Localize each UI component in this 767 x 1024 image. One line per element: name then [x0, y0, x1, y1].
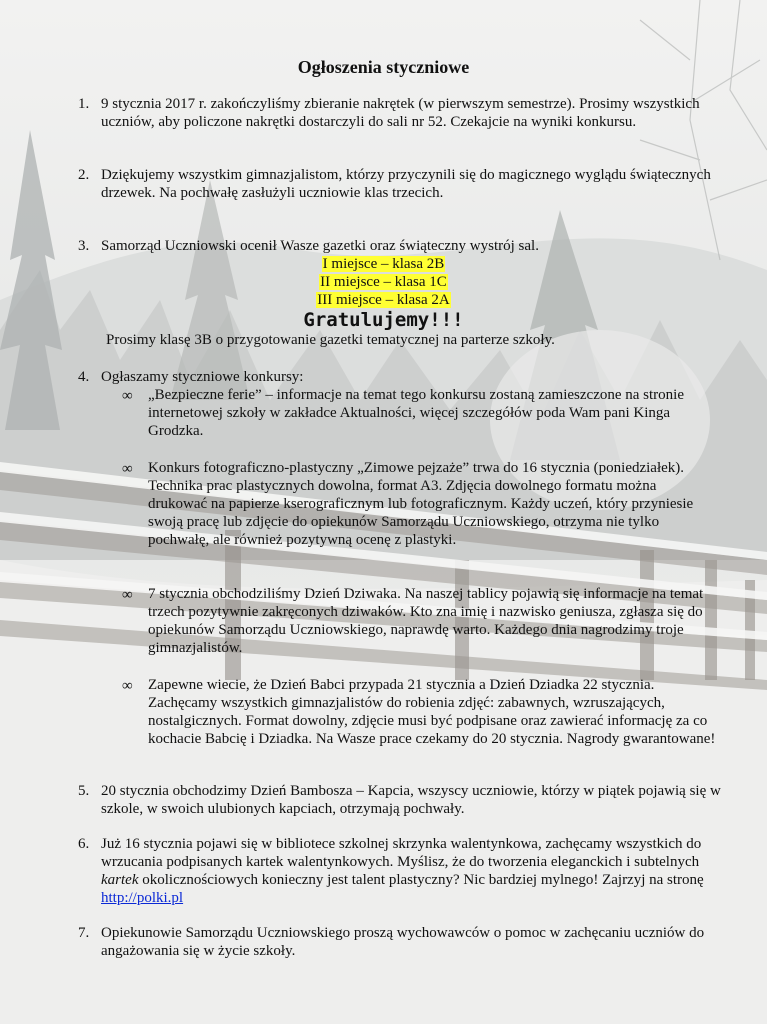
congratulations-text: Gratulujemy!!!: [303, 309, 464, 331]
item-number-6: 6.: [78, 836, 90, 852]
contest-safe-holidays: „Bezpieczne ferie” – informacje na temat tego konkursu zostaną zamieszczone na stronie internetowej szkoły w zakładce Aktualności, więcej szczegółów poda Wam pani Kinga Grodzka.: [148, 387, 684, 439]
announcement-6-text-b: okolicznościowych konieczny jest talent plastyczny? Nic bardziej mylnego! Zajrzyj na stronę: [138, 872, 704, 888]
grandparents-day: Zapewne wiecie, że Dzień Babci przypada 21 stycznia a Dzień Dziadka 22 stycznia. Zachęcamy wszystkich gimnazjalistów do robienia zdjęć: zabawnych, wzruszających, nostalgicznych. Format dowolny, zdjęcie musi być podpisane oraz zawierać informację za co kochacie Babcię i Dziadka. Na Wasze prace czekamy do 20 stycznia. Nagrody gwarantowane!: [148, 677, 716, 747]
weirdo-day: 7 stycznia obchodziliśmy Dzień Dziwaka. Na naszej tablicy pojawią się informacje na temat trzech pozytywnie zakręconych dziwaków. Kto zna imię i nazwisko geniusza, zgłasza się do opiekunów Samorządu Uczniowskiego, naprawdę warto. Każdego dnia nagrodzimy troje gimnazjalistów.: [148, 586, 704, 656]
announcement-4: Ogłaszamy styczniowe konkursy:: [101, 369, 304, 385]
announcement-6-emphasis: kartek: [101, 872, 139, 888]
place-2: [0, 273, 767, 291]
item-number-3: 3.: [78, 238, 90, 254]
announcement-6: [101, 835, 721, 907]
item-number-1: 1.: [78, 96, 90, 112]
announcement-6-text-a: Już 16 stycznia pojawi się w bibliotece szkolnej skrzynka walentynkowa, zachęcamy wszystkich do wrzucania podpisanych kartek walentynkowych. Myślisz, że do tworzenia eleganckich i subtelnych: [101, 836, 702, 870]
place-3-highlight: III miejsce – klasa 2A: [317, 292, 450, 308]
place-2-highlight: II miejsce – klasa 1C: [320, 274, 447, 290]
place-3: [0, 291, 767, 309]
infinity-bullet-icon: ∞: [122, 461, 133, 477]
polki-link[interactable]: http://polki.pl: [101, 890, 184, 906]
announcement-2: Dziękujemy wszystkim gimnazjalistom, którzy przyczynili się do magicznego wyglądu świątecznych drzewek. Na pochwałę zasłużyli uczniowie klas trzecich.: [101, 167, 711, 201]
item-number-7: 7.: [78, 925, 90, 941]
announcement-1: 9 stycznia 2017 r. zakończyliśmy zbieranie nakrętek (w pierwszym semestrze). Prosimy wszystkich uczniów, aby policzone nakrętki dostarczyli do sali nr 52. Czekajcie na wyniki konkursu.: [101, 96, 700, 130]
gazette-request-note: Prosimy klasę 3B o przygotowanie gazetki tematycznej na parterze szkoły.: [106, 332, 555, 348]
place-1: [0, 255, 767, 273]
item-number-5: 5.: [78, 783, 90, 799]
place-1-highlight: I miejsce – klasa 2B: [322, 256, 445, 272]
announcement-3: Samorząd Uczniowski ocenił Wasze gazetki oraz świąteczny wystrój sal.: [101, 238, 539, 254]
infinity-bullet-icon: ∞: [122, 388, 133, 404]
document-title: Ogłoszenia styczniowe: [297, 57, 470, 77]
item-number-4: 4.: [78, 369, 90, 385]
announcement-7: Opiekunowie Samorządu Uczniowskiego proszą wychowawców o pomoc w zachęcaniu uczniów do angażowania się w życie szkoły.: [101, 925, 705, 959]
contest-winter-landscapes: Konkurs fotograficzno-plastyczny „Zimowe pejzaże” trwa do 16 stycznia (poniedziałek). Technika prac plastycznych dowolna, format A3. Zdjęcia dowolnego formatu można drukować na papierze kserograficznym lub fotograficznym. Każdy uczeń, który przyniesie swoją pracę lub zdjęcie do opiekunów Samorządu Uczniowskiego, otrzyma nie tylko pochwałę, ale również pozytywną ocenę z plastyki.: [148, 460, 694, 548]
infinity-bullet-icon: ∞: [122, 678, 133, 694]
announcement-5: 20 stycznia obchodzimy Dzień Bambosza – Kapcia, wszyscy uczniowie, którzy w piątek pojawią się w szkole, w swoich ulubionych kapciach, otrzymają pochwały.: [101, 783, 721, 817]
item-number-2: 2.: [78, 167, 90, 183]
infinity-bullet-icon: ∞: [122, 587, 133, 603]
